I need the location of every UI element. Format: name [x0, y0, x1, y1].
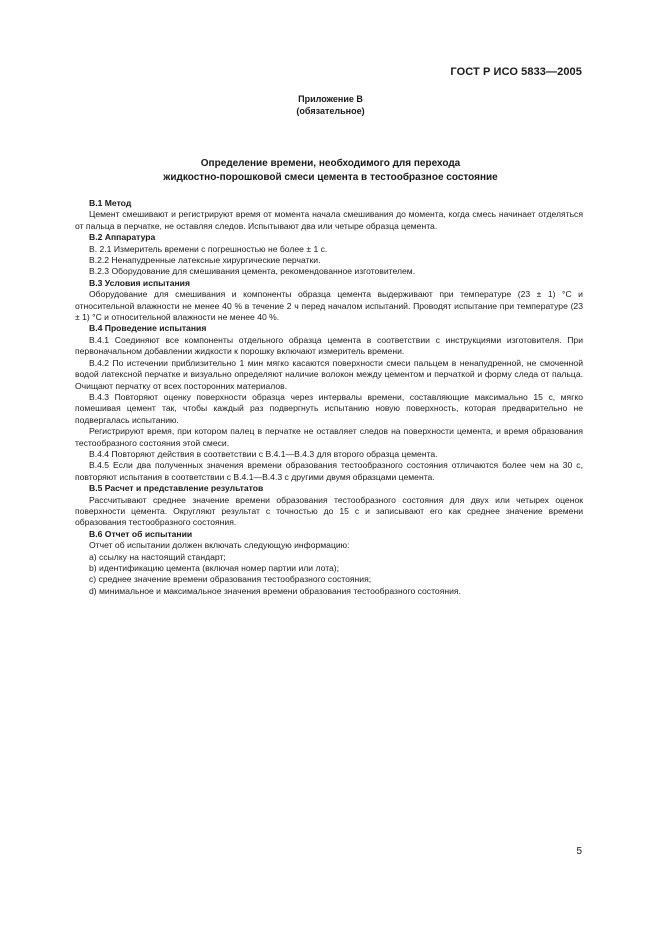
section-heading-b2: В.2 Аппаратура	[89, 232, 156, 243]
paragraph: В.4.5 Если два полученных значения времени образования тестообразного состояния отличаются более чем на 30 с, повторяют испытания в соответствии с В.4.1—В.4.3 с другими двумя образцами цемента.	[75, 460, 583, 482]
document-title	[0, 157, 661, 185]
appendix-status: (обязательное)	[296, 106, 365, 116]
list-item: В. 2.1 Измеритель времени с погрешностью не более ± 1 с.	[89, 243, 328, 254]
paragraph: Регистрируют время, при котором палец в перчатке не оставляет следов на поверхности цемента, и время образования тестообразного состояния этой смеси.	[75, 426, 583, 448]
paragraph: В.4.2 По истечении приблизительно 1 мин мягко касаются поверхности смеси пальцем в ненапудренной, не смоченной водой латексной перчатке и визуально определяют наличие волокон между цементом и перчаткой и форму следа от пальца. Очищают перчатку от всех посторонних материалов.	[75, 357, 583, 391]
list-item: b) идентификацию цемента (включая номер партии или лота);	[89, 563, 340, 573]
page-number: 5	[576, 846, 582, 857]
title-line-1: Определение времени, необходимого для перехода	[200, 158, 461, 169]
section-heading-b3: В.3 Условия испытания	[89, 277, 190, 288]
list-item: a) ссылку на настоящий стандарт;	[89, 551, 226, 562]
paragraph: Цемент смешивают и регистрируют время от момента начала смешивания до момента, когда смесь начинает отделяться от пальца в перчатке, не оставляя следов. Испытывают два или четыре образца цемента.	[75, 209, 583, 231]
paragraph: В.4.3 Повторяют оценку поверхности образца через интервалы времени, составляющие максимально 15 с, мягко помешивая цемент так, чтобы каждый раз подвергнуть испытанию новую поверхность, которая предварительно не подвергалась испытанию.	[75, 391, 583, 425]
paragraph: Отчет об испытании должен включать следующую информацию:	[89, 540, 350, 551]
appendix-label: Приложение В	[298, 94, 363, 104]
list-item: В.2.3 Оборудование для смешивания цемента, рекомендованное изготовителем.	[89, 266, 416, 277]
paragraph: В.4.1 Соединяют все компоненты отдельного образца цемента в соответствии с инструкциями изготовителя. При первоначальном добавлении жидкости к порошку включают измеритель времени.	[75, 334, 583, 357]
section-heading-b5: В.5 Расчет и представление результатов	[89, 483, 264, 494]
appendix-heading	[0, 93, 661, 117]
list-item: В.2.2 Ненапудренные латексные хирургические перчатки.	[89, 255, 321, 266]
standard-code: ГОСТ Р ИСО 5833—2005	[450, 66, 582, 78]
list-item: d) минимальное и максимальное значения времени образования тестообразного состояния.	[89, 585, 461, 596]
document-body	[75, 198, 583, 597]
paragraph: Рассчитывают среднее значение времени образования тестообразного состояния для двух или четырех оценок поверхности цемента. Округляют результат с точностью до 15 с и записывают его как среднее значение времени образования тестообразного состояния.	[75, 494, 583, 528]
section-heading-b4: В.4 Проведение испытания	[89, 323, 207, 334]
section-heading-b1: В.1 Метод	[89, 198, 132, 208]
title-line-2: жидкостно-порошковой смеси цемента в тестообразное состояние	[163, 172, 498, 183]
section-heading-b6: В.6 Отчет об испытании	[89, 528, 193, 539]
paragraph: В.4.4 Повторяют действия в соответствии с В.4.1—В.4.3 для второго образца цемента.	[89, 448, 438, 459]
paragraph: Оборудование для смешивания и компоненты образца цемента выдерживают при температуре (23 ± 1) °С и относительной влажности не менее 40 % в течение 2 ч перед началом испытаний. Проводят испытание при температуре (23 ± 1) °С и относительной влажности не менее 40 %.	[75, 289, 583, 323]
list-item: c) среднее значение времени образования тестообразного состояния;	[89, 574, 372, 585]
